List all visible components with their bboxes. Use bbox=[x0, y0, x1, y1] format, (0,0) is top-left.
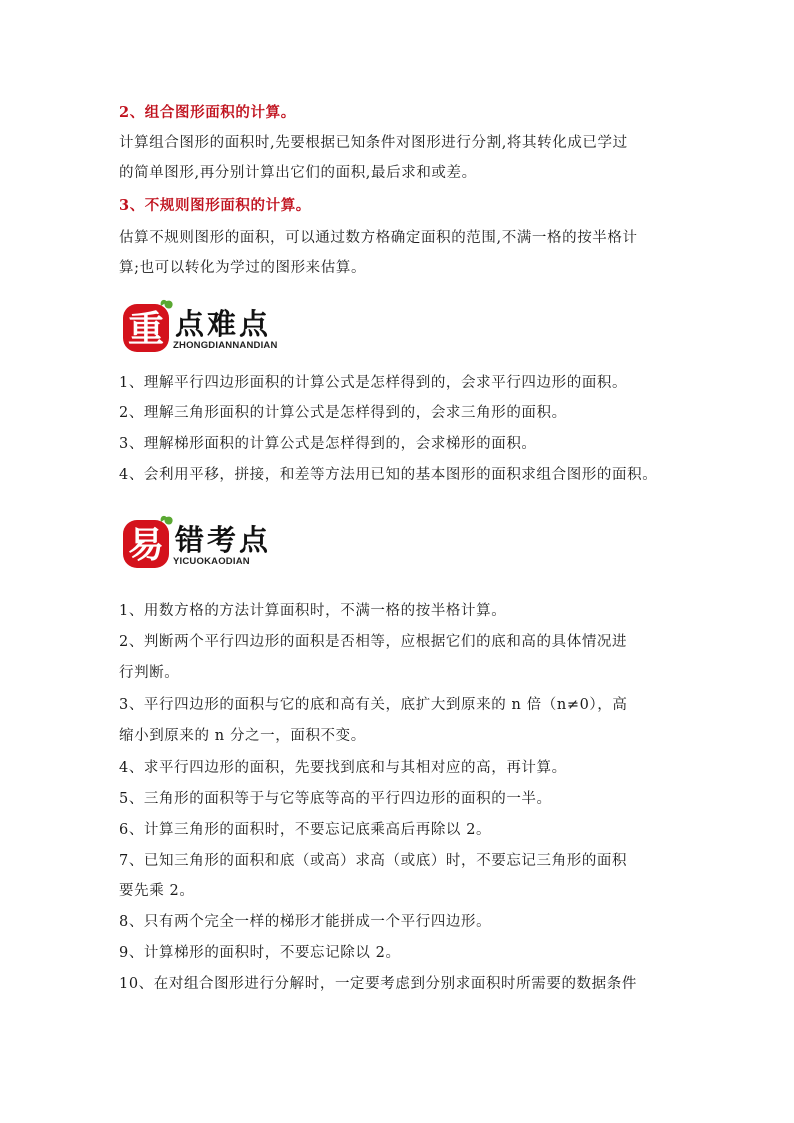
paragraph-line: 估算不规则图形的面积，可以通过数方格确定面积的范围,不满一格的按半格计 bbox=[119, 230, 638, 246]
error-point-line: 9、计算梯形的面积时，不要忘记除以 2。 bbox=[119, 945, 401, 961]
heading-composite-area: 2、组合图形面积的计算。 bbox=[119, 104, 296, 121]
badge-pinyin: ZHONGDIANNANDIAN bbox=[173, 340, 278, 351]
key-points-badge bbox=[121, 292, 311, 362]
error-point-line: 7、已知三角形的面积和底（或高）求高（或底）时，不要忘记三角形的面积 bbox=[119, 853, 628, 869]
seal-char: 重 bbox=[127, 308, 165, 350]
error-point-line: 10、在对组合图形进行分解时，一定要考虑到分别求面积时所需要的数据条件 bbox=[119, 976, 637, 992]
paragraph-line: 计算组合图形的面积时,先要根据已知条件对图形进行分割,将其转化成已学过 bbox=[119, 135, 628, 151]
error-point-line: 2、判断两个平行四边形的面积是否相等，应根据它们的底和高的具体情况进 bbox=[119, 634, 628, 650]
error-point-line: 3、平行四边形的面积与它的底和高有关，底扩大到原来的 n 倍（n≠0），高 bbox=[119, 697, 628, 713]
paragraph-line: 的简单图形,再分别计算出它们的面积,最后求和或差。 bbox=[119, 165, 477, 181]
key-point-item: 3、理解梯形面积的计算公式是怎样得到的，会求梯形的面积。 bbox=[119, 436, 537, 452]
key-point-item: 2、理解三角形面积的计算公式是怎样得到的，会求三角形的面积。 bbox=[119, 405, 567, 421]
error-point-line: 行判断。 bbox=[119, 665, 180, 681]
error-point-line: 缩小到原来的 n 分之一，面积不变。 bbox=[119, 728, 366, 744]
seal-char: 易 bbox=[127, 524, 165, 566]
paragraph-line: 算;也可以转化为学过的图形来估算。 bbox=[119, 260, 367, 276]
seal-stamp-icon bbox=[121, 296, 175, 354]
error-point-line: 要先乘 2。 bbox=[119, 883, 195, 899]
error-points-badge bbox=[121, 508, 311, 578]
badge-title: 点难点 bbox=[175, 307, 272, 341]
error-point-line: 6、计算三角形的面积时，不要忘记底乘高后再除以 2。 bbox=[119, 822, 492, 838]
error-point-line: 5、三角形的面积等于与它等底等高的平行四边形的面积的一半。 bbox=[119, 791, 552, 807]
key-point-item: 4、会利用平移，拼接，和差等方法用已知的基本图形的面积求组合图形的面积。 bbox=[119, 467, 658, 483]
badge-pinyin: YICUOKAODIAN bbox=[173, 556, 250, 567]
error-point-line: 8、只有两个完全一样的梯形才能拼成一个平行四边形。 bbox=[119, 914, 492, 930]
heading-irregular-area: 3、不规则图形面积的计算。 bbox=[119, 197, 311, 214]
badge-title: 错考点 bbox=[175, 523, 272, 557]
error-point-line: 1、用数方格的方法计算面积时，不满一格的按半格计算。 bbox=[119, 603, 507, 619]
key-point-item: 1、理解平行四边形面积的计算公式是怎样得到的，会求平行四边形的面积。 bbox=[119, 375, 628, 391]
error-point-line: 4、求平行四边形的面积，先要找到底和与其相对应的高，再计算。 bbox=[119, 760, 567, 776]
seal-stamp-icon bbox=[121, 512, 175, 570]
